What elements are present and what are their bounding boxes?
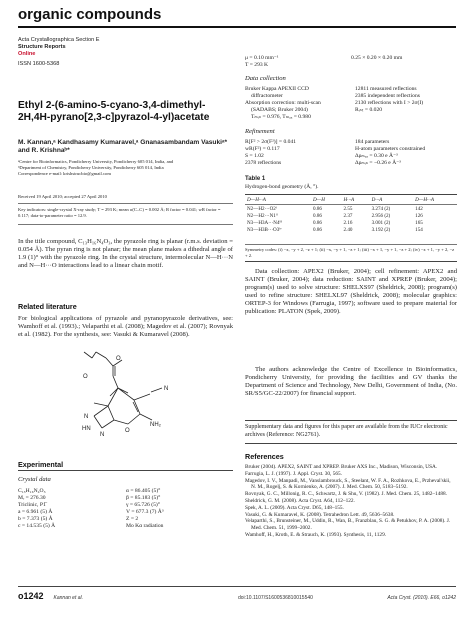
refinement [245, 139, 457, 167]
scheme-atom-label: HN [82, 426, 91, 432]
table-row [245, 212, 457, 219]
table-row [245, 205, 457, 212]
table-cell: 142 [415, 205, 423, 212]
table-cell: 3.192 (2) [371, 226, 391, 233]
chemical-scheme [80, 348, 180, 456]
crystal-value: Mo Kα radiation [126, 523, 164, 530]
collection-value: 2130 reflections with I > 2σ(I) [355, 100, 424, 107]
scheme-atom-label: NH₂ [150, 422, 161, 428]
table-header-row [245, 196, 457, 203]
refinement-value: 2378 reflections [245, 160, 282, 167]
refinement-heading: Refinement [245, 128, 275, 135]
table-cell: 0.86 [313, 219, 322, 226]
rule [245, 261, 457, 262]
collection-value: Rᵢₙₜ = 0.020 [355, 107, 383, 114]
reference-item: Wamhoff, H., Kroth, E. & Strauch, K. (1993). Synthesis, 11, 1129. [245, 531, 387, 538]
table-cell: 2.55 [343, 205, 353, 212]
programs-paragraph: Data collection: APEX2 (Bruker, 2004); cell refinement: APEX2 and SAINT (Bruker, 2004); data reduction: SAINT and XPREP (Bruker, 2004); program(s) used to solve structure: SHELXS97 (Sheldrick, 2008); program(s) used to refine structure: SHELXL97 (Sheldrick, 2008); molecular graphics: ORTEP-3 for Windows (Farrugia, 1997); software used to prepare material for publication: PLATON (Spek, 2009). [245, 268, 457, 316]
table-cell: N3—H3A···N4ⁱⁱⁱ [247, 219, 283, 226]
scheme-atom-label: O [116, 356, 121, 362]
crystal-value: c = 14.535 (5) Å [18, 523, 56, 530]
rule [245, 443, 457, 444]
reference-item: Velaparthi, S., Brunsteiner, M., Uddin, R., Wan, B., Franzblau, S. G. & Petukhov, P. A. (2008). J. Med. Chem. 51, 1999–2002. [245, 518, 451, 532]
scheme-atom-label: N [84, 414, 89, 420]
affiliation-a: ᵃCentre for Bioinformatics, Pondicherry University, Pondicherry 605 014, India, and [18, 159, 174, 164]
reference-item: Sheldrick, G. M. (2008). Acta Cryst. A64, 112–122. [245, 497, 355, 504]
reference-item: Bruker (2004). APEX2, SAINT and XPREP. Bruker AXS Inc., Madison, Wisconsin, USA. [245, 464, 438, 470]
rule [245, 420, 457, 421]
journal-series: Structure Reports [18, 44, 66, 50]
refinement-value: H-atom parameters constrained [355, 146, 426, 153]
crystal-value: C₁₃H₁₆N₄O₃ [18, 488, 46, 494]
table-header: D···A [371, 196, 383, 203]
crystal-value: Z = 2 [126, 516, 139, 523]
table-cell: N3—H3B···O3ⁱᵛ [247, 226, 282, 233]
table-header: D—H···A [247, 196, 266, 203]
rule [245, 244, 457, 245]
crystal-value: V = 677.3 (7) Å³ [126, 509, 164, 516]
crystal-value: a = 6.961 (5) Å [18, 509, 53, 516]
collection-value: Absorption correction: multi-scan [245, 100, 321, 107]
table-cell: 154 [415, 226, 423, 233]
journal-issn: ISSN 1600-5368 [18, 61, 60, 67]
section-header: organic compounds [18, 6, 162, 23]
correspondence-email: Correspondence e-mail: krishstrucbio@gmail.com [18, 171, 111, 176]
rule [18, 470, 233, 471]
refinement-value: Δρₘₐₓ = 0.30 e Å⁻³ [355, 153, 398, 160]
crystal-value: Triclinic, P1̅ [18, 502, 46, 509]
table1-title: Table 1 [245, 176, 266, 182]
table-cell: 0.86 [313, 205, 322, 212]
acknowledgement: The authors acknowledge the Centre of Excellence in Bioinformatics, Pondicherry University, for providing the facilities and GV thanks the Department of Science and Technology, New Delhi, Government of India, (No. SR/S5/GC-22/2007) for financial support. [245, 366, 457, 398]
reference-item: Vasuki, G. & Kumaravel, K. (2008). Tetrahedron Lett. 49, 5636–5638. [245, 511, 395, 518]
collection-value: Tₘᵢₙ = 0.976, Tₘₐₓ = 0.980 [251, 114, 311, 121]
crystal-value: μ = 0.10 mm⁻¹ [245, 55, 279, 61]
table-cell: 2.956 (2) [371, 212, 391, 219]
table1-caption: Hydrogen-bond geometry (Å, °). [245, 184, 319, 190]
page-number: o1242 [18, 591, 44, 601]
table-cell: 0.86 [313, 226, 322, 233]
table-cell: 3.274 (2) [371, 205, 391, 212]
abstract: In the title compound, C₁₃H₁₆N₄O₃, the pyrazole ring is planar (r.m.s. deviation = 0.054 Å). The pyran ring is not planar; the mean plane makes a dihedral angle of 1.9 (1)° with the pyrazole ring. In the crystal structure, intermolecular N—H···N and N—H···O interactions lead to a linear chain motif. [18, 238, 233, 270]
table-cell: 2.16 [343, 219, 353, 226]
crystal-value: β = 85.183 (5)° [126, 495, 161, 502]
crystal-value: α = 86.405 (5)° [126, 488, 161, 494]
page-footer [18, 591, 456, 601]
references-heading: References [245, 452, 284, 461]
scheme-atom-label: O [83, 374, 88, 380]
reference-item: Spek, A. L. (2009). Acta Cryst. D65, 148–155. [245, 504, 344, 511]
received-line: Received 19 April 2010; accepted 27 April 2010 [18, 194, 107, 199]
table-cell: N2—H2···O2ⁱ [247, 205, 277, 212]
crystal-value: T = 293 K [245, 62, 269, 69]
table-header: H···A [343, 196, 355, 203]
table-cell: N2—H2···N1ⁱⁱ [247, 212, 278, 219]
scheme-atom-label: O [125, 428, 130, 434]
journal-online: Online [18, 51, 36, 57]
refinement-value: S = 1.02 [245, 153, 264, 160]
table-cell: 3.001 (2) [371, 219, 391, 226]
references-list [245, 464, 457, 539]
crystal-size: 0.25 × 0.20 × 0.20 mm [351, 55, 403, 61]
affiliation-b: ᵇDepartment of Chemistry, Pondicherry University, Pondicherry 605 014, India [18, 165, 164, 170]
rule [18, 203, 233, 204]
refinement-value: wR(F²) = 0.117 [245, 146, 280, 153]
collection-value: 2385 independent reflections [355, 93, 420, 100]
reference-item: Magedov, I. V., Manpadi, M., Vanslambrouck, S., Steelant, W. F. A., Rozhkova, E., Przheval'skii, N. M., Rogelj, S. & Kornienko, A. (2007). J. Med. Chem. 50, 5183–5192. [245, 477, 451, 491]
article-authors: M. Kannan,ᵃ Kandhasamy Kumaravel,ᵃ Gnanasambandam Vasukiᵃ* and R. Krishnaᵇ* [18, 139, 228, 155]
symmetry-codes: Symmetry codes: (i) −x, −y + 2, −z + 1; (ii) −x, −y + 1, −z + 1; (iii) −x + 1, −y + 1, −z + 2; (iv) −x + 1, −y + 2, −z + 2. [245, 247, 455, 258]
related-text: For biological applications of pyrazole and pyranopyrazole derivatives, see: Wamhoff et al. (1993).; Velaparthi et al. (2008); Magedov et al. (2007); Rovnyak et al. (1982). For the synthesis, see: Vasuki & Kumaravel (2008). [18, 315, 233, 339]
experimental-heading: Experimental [18, 460, 64, 469]
crystal-value: b = 7.373 (5) Å [18, 516, 53, 523]
footer-doi: doi:10.1107/S1600536810015540 [237, 595, 313, 601]
collection-value: Bruker Kappa APEXII CCD [245, 86, 309, 92]
table-row [245, 226, 457, 233]
rule [245, 194, 457, 195]
supplementary-note: Supplementary data and figures for this paper are available from the IUCr electronic archives (Reference: NG2761). [245, 424, 448, 438]
crystal-data [18, 488, 233, 531]
table-row [245, 219, 457, 226]
refinement-value: R[F² > 2σ(F²)] = 0.041 [245, 139, 297, 145]
table-cell: 2.40 [343, 226, 353, 233]
refinement-value: 184 parameters [355, 139, 390, 145]
table-header: D—H [313, 196, 325, 203]
scheme-atom-label: N [100, 432, 105, 438]
article-title: Ethyl 2-(6-amino-5-cyano-3,4-dimethyl-2H,4H-pyrano[2,3-c]pyrazol-4-yl)acetate [18, 100, 210, 124]
rule [18, 224, 233, 225]
affiliations [18, 159, 233, 177]
collection-value: 12811 measured reflections [355, 86, 417, 92]
journal-block [18, 37, 228, 68]
refinement-value: Δρₘᵢₙ = −0.26 e Å⁻³ [355, 160, 401, 167]
table-cell: 126 [415, 212, 423, 219]
table-cell: 0.86 [313, 212, 322, 219]
mu-temp-block [245, 55, 457, 69]
header-rule [18, 26, 456, 28]
reference-item: Farrugia, L. J. (1997). J. Appl. Cryst. 30, 565. [245, 470, 342, 477]
table-header: D—H···A [415, 196, 434, 203]
related-heading: Related literature [18, 302, 77, 311]
reference-item: Rovnyak, G. C., Millonig, R. C., Schwartz, J. & Shu, V. (1982). J. Med. Chem. 25, 1482–1488. [245, 491, 447, 498]
footer-author: Kannan et al. [53, 595, 83, 601]
crystal-value: Mᵣ = 276.30 [18, 495, 46, 502]
footer-rule [18, 586, 456, 587]
key-indicators: Key indicators: single-crystal X-ray study; T = 293 K; mean σ(C–C) = 0.002 Å; R factor = 0.041; wR factor = 0.117; data-to-parameter ratio = 12.9. [18, 207, 221, 218]
journal-name: Acta Crystallographica Section E [18, 37, 100, 43]
footer-citation: Acta Cryst. (2010). E66, o1242 [387, 595, 456, 601]
collection-value: (SADABS; Bruker 2004) [251, 107, 308, 114]
collection-value: diffractometer [251, 93, 283, 100]
data-collection [245, 86, 457, 121]
data-collection-heading: Data collection [245, 75, 286, 82]
scheme-atom-label: N [164, 386, 169, 392]
table-cell: 2.37 [343, 212, 353, 219]
hbond-table [245, 196, 457, 233]
crystal-data-heading: Crystal data [18, 476, 51, 483]
crystal-value: γ = 65.726 (5)° [126, 502, 160, 509]
table-cell: 165 [415, 219, 423, 226]
